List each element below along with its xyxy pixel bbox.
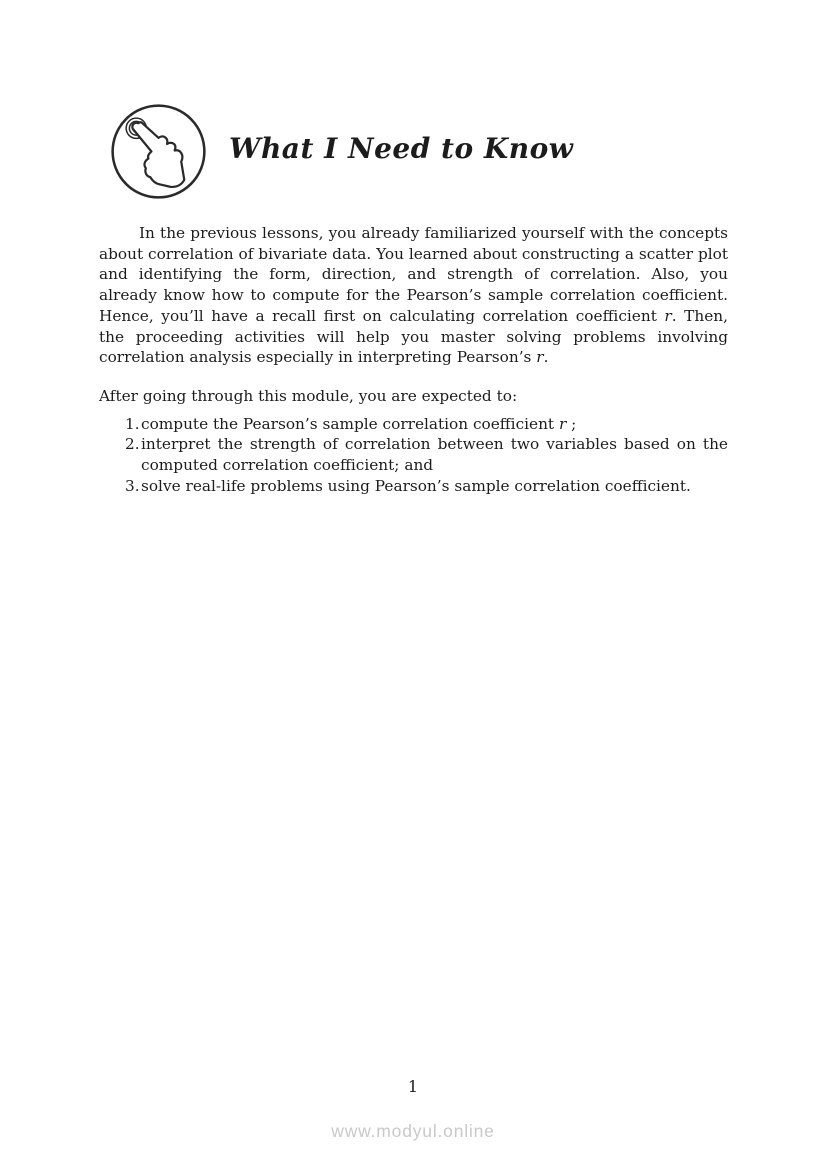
objective-text: compute the Pearson’s sample correlation coefficient r ;: [141, 414, 577, 433]
watermark: www.modyul.online: [331, 1121, 495, 1141]
pointing-hand: [132, 122, 184, 187]
tap-hand-icon-svg: [110, 103, 207, 200]
page-number: 1: [407, 1077, 419, 1096]
objective-text: solve real-life problems using Pearson’s sample correlation coefficient.: [141, 476, 691, 495]
section-title: What I Need to Know: [229, 132, 574, 165]
objective-number: 2.: [125, 435, 140, 454]
intro-paragraph: In the previous lessons, you already familiarized yourself with the concepts about correlation of bivariate data. You learned about constructing a scatter plot and identifying the form, direction, and strength of correlation. Also, you already know how to compute for the Pearson’s sample correlation coefficient. Hence, you’ll have a recall first on calculating correlation coefficient r. Then, the proceeding activities will help you master solving problems involving correlation analysis especially in interpreting Pearson’s r.: [99, 224, 728, 367]
body-text: [99, 223, 728, 496]
section-header: [110, 103, 573, 200]
objective-text: interpret the strength of correlation between two variables based on the computed correlation coefficient; and: [141, 435, 728, 475]
objective-number: 3.: [125, 476, 140, 495]
objective-item: [125, 414, 728, 435]
tap-hand-icon: [110, 103, 207, 200]
objective-number: 1.: [125, 414, 140, 433]
objectives-list: [125, 414, 728, 497]
objective-item: [125, 434, 728, 475]
objective-item: [125, 476, 728, 497]
objectives-lead: After going through this module, you are expected to:: [99, 386, 518, 405]
